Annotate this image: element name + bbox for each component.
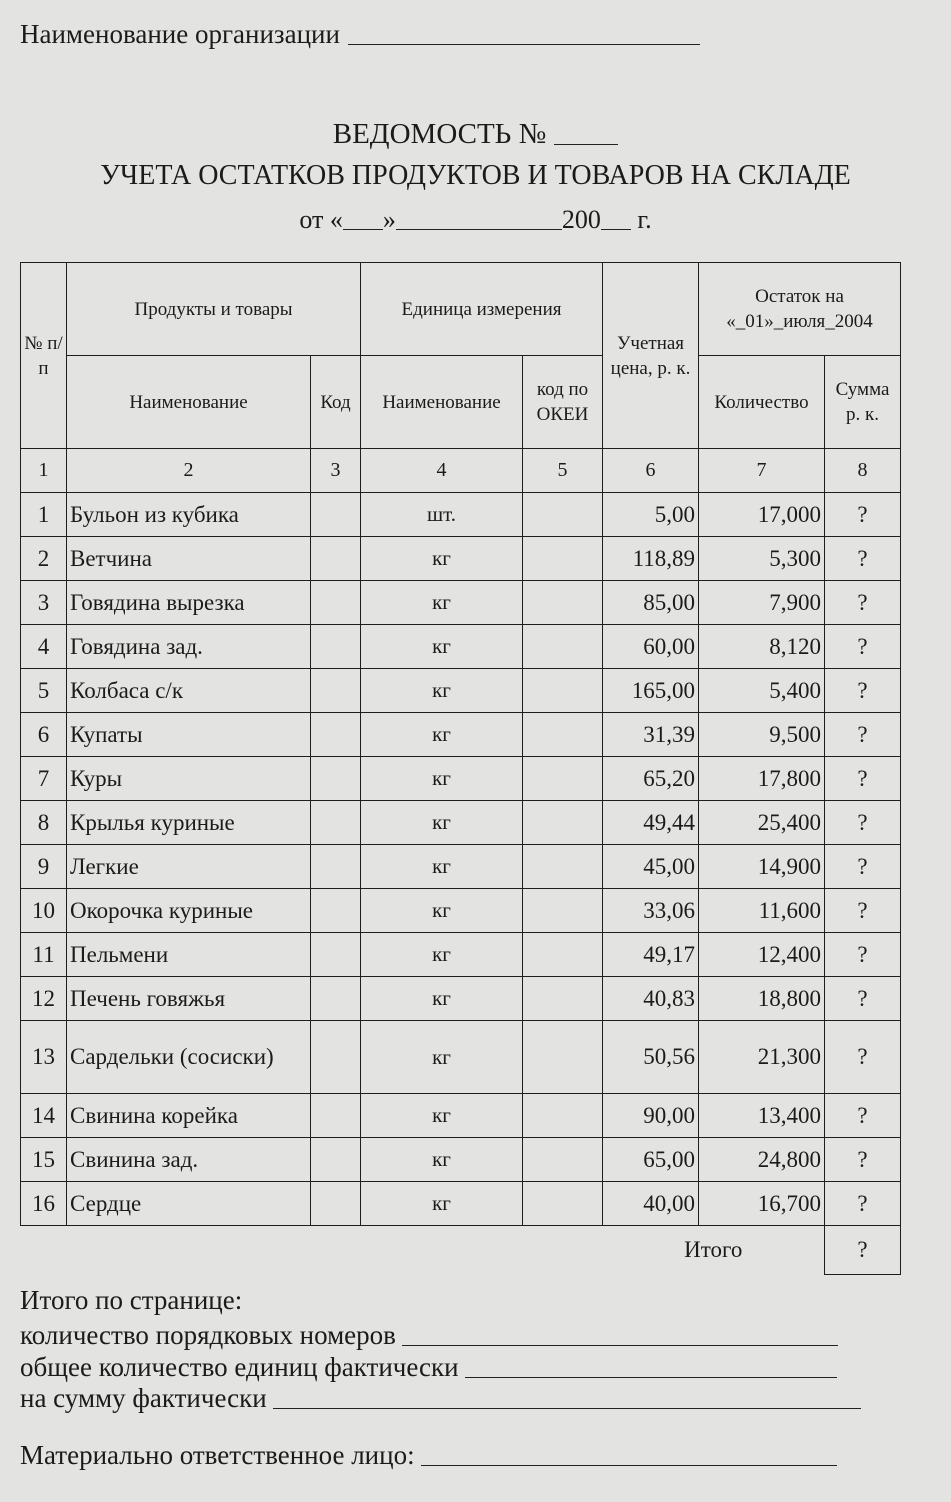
date-quote: » xyxy=(382,205,396,234)
okei-code xyxy=(523,1094,603,1138)
unit-name: кг xyxy=(361,1138,523,1182)
table-row xyxy=(21,581,901,625)
sum[interactable]: ? xyxy=(825,845,901,889)
sum[interactable]: ? xyxy=(825,801,901,845)
date-day-field[interactable] xyxy=(343,207,383,230)
okei-code xyxy=(523,1021,603,1094)
row-number: 9 xyxy=(21,845,67,889)
okei-code xyxy=(523,581,603,625)
table-row xyxy=(21,537,901,581)
column-number: 5 xyxy=(523,449,603,493)
sum[interactable]: ? xyxy=(825,757,901,801)
unit-name: кг xyxy=(361,581,523,625)
product-code xyxy=(311,933,361,977)
product-code xyxy=(311,669,361,713)
quantity: 12,400 xyxy=(699,933,825,977)
product-code xyxy=(311,581,361,625)
organization-field[interactable] xyxy=(348,18,700,45)
product-name: Свинина зад. xyxy=(67,1138,311,1182)
product-code xyxy=(311,1021,361,1094)
date-suffix: г. xyxy=(637,205,652,234)
unit-name: кг xyxy=(361,713,523,757)
okei-code xyxy=(523,977,603,1021)
row-number: 10 xyxy=(21,889,67,933)
price: 5,00 xyxy=(603,493,699,537)
document-date xyxy=(0,205,951,235)
document-title-text: ВЕДОМОСТЬ № xyxy=(332,118,547,150)
quantity: 8,120 xyxy=(699,625,825,669)
header-row-number: № п/п xyxy=(21,263,67,449)
quantity: 7,900 xyxy=(699,581,825,625)
okei-code xyxy=(523,537,603,581)
quantity: 16,700 xyxy=(699,1182,825,1226)
unit-name: кг xyxy=(361,845,523,889)
total-sum[interactable]: ? xyxy=(825,1226,901,1275)
total-row xyxy=(21,1226,901,1275)
product-name: Свинина корейка xyxy=(67,1094,311,1138)
column-number: 6 xyxy=(603,449,699,493)
quantity: 21,300 xyxy=(699,1021,825,1094)
column-numbers-row xyxy=(21,449,901,493)
product-code xyxy=(311,1094,361,1138)
product-code xyxy=(311,845,361,889)
product-name: Говядина вырезка xyxy=(67,581,311,625)
sum[interactable]: ? xyxy=(825,1182,901,1226)
responsible-person-label: Материально ответственное лицо: xyxy=(20,1440,415,1470)
total-spacer xyxy=(21,1226,603,1275)
quantity: 13,400 xyxy=(699,1094,825,1138)
okei-code xyxy=(523,669,603,713)
row-number: 1 xyxy=(21,493,67,537)
organization-label: Наименование организации xyxy=(20,19,340,49)
product-name: Легкие xyxy=(67,845,311,889)
price: 49,17 xyxy=(603,933,699,977)
count-units-field[interactable] xyxy=(465,1353,837,1378)
row-number: 15 xyxy=(21,1138,67,1182)
unit-name: шт. xyxy=(361,493,523,537)
product-name: Крылья куриные xyxy=(67,801,311,845)
sum[interactable]: ? xyxy=(825,669,901,713)
product-name: Купаты xyxy=(67,713,311,757)
document-title xyxy=(0,118,951,151)
product-code xyxy=(311,1182,361,1226)
sum[interactable]: ? xyxy=(825,1138,901,1182)
responsible-person-line xyxy=(20,1440,837,1471)
sum[interactable]: ? xyxy=(825,889,901,933)
header-product-code: Код xyxy=(311,356,361,449)
okei-code xyxy=(523,1138,603,1182)
date-prefix: от « xyxy=(299,205,343,234)
price: 85,00 xyxy=(603,581,699,625)
sum[interactable]: ? xyxy=(825,493,901,537)
date-year-field[interactable] xyxy=(601,207,631,230)
product-code xyxy=(311,889,361,933)
unit-name: кг xyxy=(361,625,523,669)
quantity: 5,400 xyxy=(699,669,825,713)
row-number: 11 xyxy=(21,933,67,977)
table-row xyxy=(21,845,901,889)
product-code xyxy=(311,1138,361,1182)
unit-name: кг xyxy=(361,1182,523,1226)
table-row xyxy=(21,1182,901,1226)
table-row xyxy=(21,669,901,713)
okei-code xyxy=(523,1182,603,1226)
price: 60,00 xyxy=(603,625,699,669)
document-number-field[interactable] xyxy=(554,118,618,145)
count-numbers-label: количество порядковых номеров xyxy=(20,1320,396,1350)
header-price: Учетная цена, р. к. xyxy=(603,263,699,449)
organization-line xyxy=(20,18,700,50)
count-numbers-field[interactable] xyxy=(402,1321,838,1346)
unit-name: кг xyxy=(361,537,523,581)
table-row xyxy=(21,1021,901,1094)
table-row xyxy=(21,1138,901,1182)
table-row xyxy=(21,977,901,1021)
okei-code xyxy=(523,757,603,801)
column-number: 1 xyxy=(21,449,67,493)
sum[interactable]: ? xyxy=(825,713,901,757)
unit-name: кг xyxy=(361,757,523,801)
sum[interactable]: ? xyxy=(825,977,901,1021)
product-name: Окорочка куриные xyxy=(67,889,311,933)
price: 50,56 xyxy=(603,1021,699,1094)
product-name: Сардельки (сосиски) xyxy=(67,1021,311,1094)
sum[interactable]: ? xyxy=(825,1021,901,1094)
sum[interactable]: ? xyxy=(825,625,901,669)
price: 65,20 xyxy=(603,757,699,801)
product-code xyxy=(311,757,361,801)
unit-name: кг xyxy=(361,889,523,933)
table-row xyxy=(21,713,901,757)
sum-actual-field[interactable] xyxy=(273,1384,861,1409)
okei-code xyxy=(523,933,603,977)
page-total-heading: Итого по странице: xyxy=(20,1285,243,1315)
price: 40,83 xyxy=(603,977,699,1021)
sum[interactable]: ? xyxy=(825,1094,901,1138)
product-code xyxy=(311,493,361,537)
product-name: Куры xyxy=(67,757,311,801)
product-name: Говядина зад. xyxy=(67,625,311,669)
column-number: 4 xyxy=(361,449,523,493)
row-number: 4 xyxy=(21,625,67,669)
product-code xyxy=(311,713,361,757)
okei-code xyxy=(523,713,603,757)
header-quantity: Количество xyxy=(699,356,825,449)
quantity: 11,600 xyxy=(699,889,825,933)
product-code xyxy=(311,801,361,845)
quantity: 17,000 xyxy=(699,493,825,537)
price: 33,06 xyxy=(603,889,699,933)
quantity: 17,800 xyxy=(699,757,825,801)
table-row xyxy=(21,933,901,977)
table-row xyxy=(21,889,901,933)
unit-name: кг xyxy=(361,977,523,1021)
row-number: 7 xyxy=(21,757,67,801)
sum-actual-label: на сумму фактически xyxy=(20,1383,267,1413)
sum[interactable]: ? xyxy=(825,933,901,977)
price: 118,89 xyxy=(603,537,699,581)
product-name: Печень говяжья xyxy=(67,977,311,1021)
quantity: 24,800 xyxy=(699,1138,825,1182)
date-month-field[interactable] xyxy=(396,207,562,230)
product-name: Пельмени xyxy=(67,933,311,977)
row-number: 8 xyxy=(21,801,67,845)
header-unit-group: Единица измерения xyxy=(361,263,603,356)
header-unit-name: Наименование xyxy=(361,356,523,449)
row-number: 16 xyxy=(21,1182,67,1226)
unit-name: кг xyxy=(361,1094,523,1138)
unit-name: кг xyxy=(361,1021,523,1094)
okei-code xyxy=(523,625,603,669)
row-number: 3 xyxy=(21,581,67,625)
responsible-person-field[interactable] xyxy=(421,1441,837,1466)
sum[interactable]: ? xyxy=(825,537,901,581)
price: 90,00 xyxy=(603,1094,699,1138)
header-remain-group: Остаток на «_01»_июля_2004 xyxy=(699,263,901,356)
table-row xyxy=(21,625,901,669)
row-number: 14 xyxy=(21,1094,67,1138)
table-row xyxy=(21,1094,901,1138)
product-name: Сердце xyxy=(67,1182,311,1226)
row-number: 12 xyxy=(21,977,67,1021)
quantity: 9,500 xyxy=(699,713,825,757)
quantity: 25,400 xyxy=(699,801,825,845)
table-row xyxy=(21,757,901,801)
column-number: 3 xyxy=(311,449,361,493)
okei-code xyxy=(523,493,603,537)
price: 65,00 xyxy=(603,1138,699,1182)
row-number: 13 xyxy=(21,1021,67,1094)
product-code xyxy=(311,977,361,1021)
header-product-name: Наименование xyxy=(67,356,311,449)
quantity: 14,900 xyxy=(699,845,825,889)
product-name: Ветчина xyxy=(67,537,311,581)
inventory-table xyxy=(20,262,901,1275)
total-label: Итого xyxy=(603,1226,825,1275)
row-number: 5 xyxy=(21,669,67,713)
price: 45,00 xyxy=(603,845,699,889)
product-name: Колбаса с/к xyxy=(67,669,311,713)
quantity: 5,300 xyxy=(699,537,825,581)
column-number: 2 xyxy=(67,449,311,493)
unit-name: кг xyxy=(361,933,523,977)
price: 40,00 xyxy=(603,1182,699,1226)
price: 31,39 xyxy=(603,713,699,757)
header-products-group: Продукты и товары xyxy=(67,263,361,356)
product-name: Бульон из кубика xyxy=(67,493,311,537)
row-number: 2 xyxy=(21,537,67,581)
sum-actual-line xyxy=(20,1383,861,1414)
column-number: 8 xyxy=(825,449,901,493)
product-code xyxy=(311,537,361,581)
count-units-label: общее количество единиц фактически xyxy=(20,1352,459,1382)
okei-code xyxy=(523,845,603,889)
date-year: 200 xyxy=(561,205,601,234)
sum[interactable]: ? xyxy=(825,581,901,625)
okei-code xyxy=(523,889,603,933)
quantity: 18,800 xyxy=(699,977,825,1021)
okei-code xyxy=(523,801,603,845)
count-units-line xyxy=(20,1352,837,1383)
price: 165,00 xyxy=(603,669,699,713)
product-code xyxy=(311,625,361,669)
document-subtitle: УЧЕТА ОСТАТКОВ ПРОДУКТОВ И ТОВАРОВ НА СКЛАДЕ xyxy=(100,160,851,191)
row-number: 6 xyxy=(21,713,67,757)
header-sum: Сумма р. к. xyxy=(825,356,901,449)
count-numbers-line xyxy=(20,1320,838,1351)
table-row xyxy=(21,801,901,845)
unit-name: кг xyxy=(361,669,523,713)
unit-name: кг xyxy=(361,801,523,845)
column-number: 7 xyxy=(699,449,825,493)
header-okei-code: код по ОКЕИ xyxy=(523,356,603,449)
table-row xyxy=(21,493,901,537)
price: 49,44 xyxy=(603,801,699,845)
